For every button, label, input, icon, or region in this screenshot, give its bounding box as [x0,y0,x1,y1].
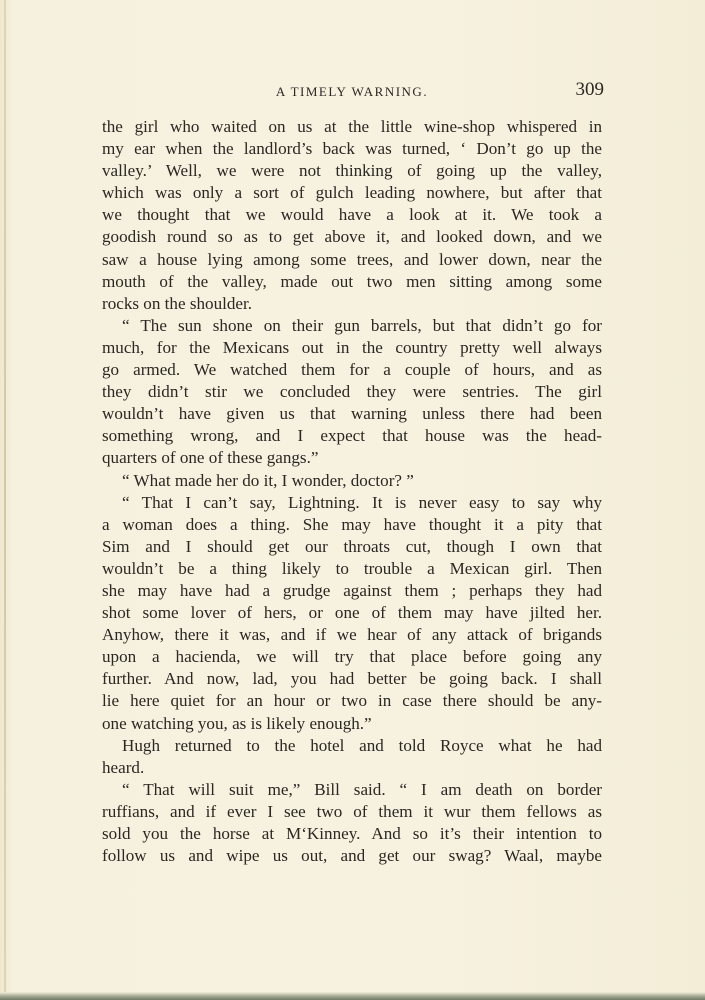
text-line: rocks on the shoulder. [102,293,253,313]
text-line: Hugh returned to the hotel and told Royce what he had [122,735,602,755]
text-line: goodish round so as to get above it, and looked down, and we [102,227,602,247]
text-line: valley.’ Well, we were not thinking of going up the valley, [102,161,602,181]
text-line: she may have had a grudge against them ; perhaps they had [102,580,602,600]
text-line: my ear when the landlord’s back was turned, ‘ Don’t go up the [102,139,602,159]
text-line: shot some lover of hers, or one of them may have jilted her. [102,603,602,623]
binding-gutter [4,0,6,1000]
text-line: quarters of one of these gangs.” [102,448,319,468]
text-line: something wrong, and I expect that house was the head- [102,426,602,446]
text-line: wouldn’t be a thing likely to trouble a Mexican girl. Then [102,558,602,578]
text-line: “ That will suit me,” Bill said. “ I am death on border [122,779,602,799]
text-line: mouth of the valley, made out two men sitting among some [102,271,602,291]
text-line: go armed. We watched them for a couple of hours, and as [102,360,602,380]
text-line: we thought that we would have a look at it. We took a [102,205,602,225]
text-line: wouldn’t have given us that warning unless there had been [102,404,602,424]
text-line: they didn’t stir we concluded they were sentries. The girl [102,382,602,402]
page-header [102,80,602,104]
text-line: saw a house lying among some trees, and lower down, near the [102,249,602,269]
text-line: which was only a sort of gulch leading nowhere, but after that [102,183,602,203]
page-number: 309 [575,79,604,100]
text-line: much, for the Mexicans out in the country pretty well always [102,337,602,357]
text-line: ruffians, and if ever I see two of them it wur them fellows as [102,801,602,821]
text-line: upon a hacienda, we will try that place before going any [102,647,602,667]
text-line: a woman does a thing. She may have thought it a pity that [102,514,602,534]
page-bottom-edge [0,992,705,1000]
text-line: further. And now, lad, you had better be going back. I shall [102,669,602,689]
text-line: follow us and wipe us out, and get our swag? Waal, maybe [102,846,602,866]
text-line: “ What made her do it, I wonder, doctor? ” [122,470,414,490]
text-line: heard. [102,757,145,777]
text-line: one watching you, as is likely enough.” [102,713,372,733]
text-line: the girl who waited on us at the little wine-shop whispered in [102,117,602,136]
text-line: Sim and I should get our throats cut, though I own that [102,536,602,556]
text-line: sold you the horse at M‘Kinney. And so it’s their intention to [102,824,602,843]
text-line: Anyhow, there it was, and if we hear of any attack of brigands [102,625,602,645]
text-line: “ The sun shone on their gun barrels, but that didn’t go for [122,315,602,335]
text-line: “ That I can’t say, Lightning. It is never easy to say why [122,492,602,512]
text-line: lie here quiet for an hour or two in case there should be any- [102,691,602,711]
running-head: A TIMELY WARNING. [275,84,429,99]
body-text [102,116,602,867]
